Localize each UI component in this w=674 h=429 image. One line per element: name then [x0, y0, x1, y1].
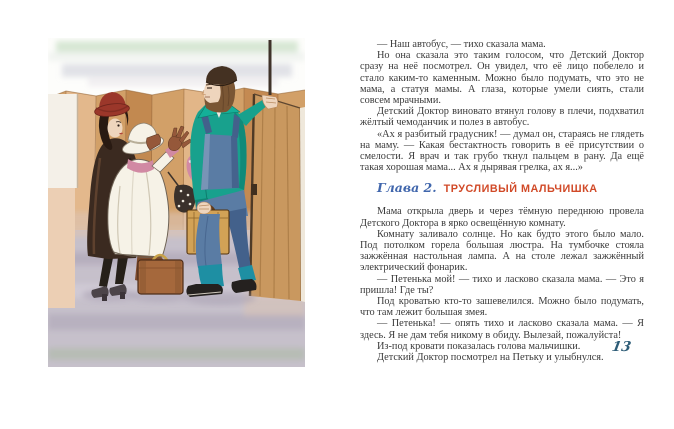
right-page: [337, 0, 674, 429]
chapter-heading: [360, 181, 644, 196]
story-paragraph: — Наш автобус, — тихо сказала мама.: [377, 39, 546, 50]
story-paragraph: Детский Доктор посмотрел на Петьку и улыбнулся.: [377, 352, 604, 364]
brown-suitcase: [138, 255, 183, 294]
story-paragraphs-after: [360, 206, 644, 363]
wall-corner: [48, 94, 78, 308]
story-paragraph: Из-под кровати показалась голова мальчишки.: [377, 340, 581, 352]
watercolor-illustration: [48, 38, 305, 367]
story-paragraph: Под кроватью кто-то зашевелился. Можно было подумать, что там лежит большая змея.: [360, 296, 644, 319]
story-paragraph: — Петенька! — опять тихо и ласково сказала мама. — Я здесь. Я не дам тебя никому в обиду. Вылезай, пожалуйста!: [360, 318, 644, 341]
polka-dot-bag: [174, 185, 196, 213]
story-paragraphs-before: [360, 39, 644, 173]
wooden-door: [250, 94, 305, 302]
story-paragraph: Мама открыла дверь и через тёмную переднюю провела Детского Доктора в ярко освещённую комнату.: [360, 206, 644, 229]
lamp-pole: [269, 40, 272, 95]
chapter-label: Глава 2.: [377, 180, 437, 196]
story-paragraph: — Петенька мой! — тихо и ласково сказала мама. — Это я пришла! Где ты?: [360, 273, 644, 296]
page-number: 13: [610, 339, 633, 355]
hand-on-suitcase: [197, 202, 211, 214]
chapter-title: ТРУСЛИВЫЙ МАЛЬЧИШКА: [443, 183, 598, 196]
story-text: [360, 39, 644, 363]
story-paragraph: Детский Доктор виновато втянул голову в плечи, подхватил жёлтый чемоданчик и полез в автобус.: [360, 106, 644, 129]
story-paragraph: Но она сказала это таким голосом, что Детский Доктор сразу на неё посмотрел. Он увидел, что её лицо побелело и стало каким-то каменным. Можно было подумать, что это не мама, а статуя мамы. А глаза, которые умели сиять, стали совсем мрачными.: [360, 50, 644, 107]
story-illustration: [48, 38, 305, 367]
story-paragraph: Комнату заливало солнце. Но как будто этого было мало. Под потолком горела большая люстра. На тумбочке стояла зажжённая настольная лампа. А на столе лежал зажжённый электрический фонарик.: [360, 228, 644, 274]
story-paragraph: «Ах я разбитый градусник! — думал он, стараясь не глядеть на маму. — Какая бестактность говорить в её присутствии о смелости. Я врач и так грубо ткнул пальцем в рану. Да ещё такая хорошая мама... Ах я дырявая грелка, ах я...»: [360, 128, 644, 174]
